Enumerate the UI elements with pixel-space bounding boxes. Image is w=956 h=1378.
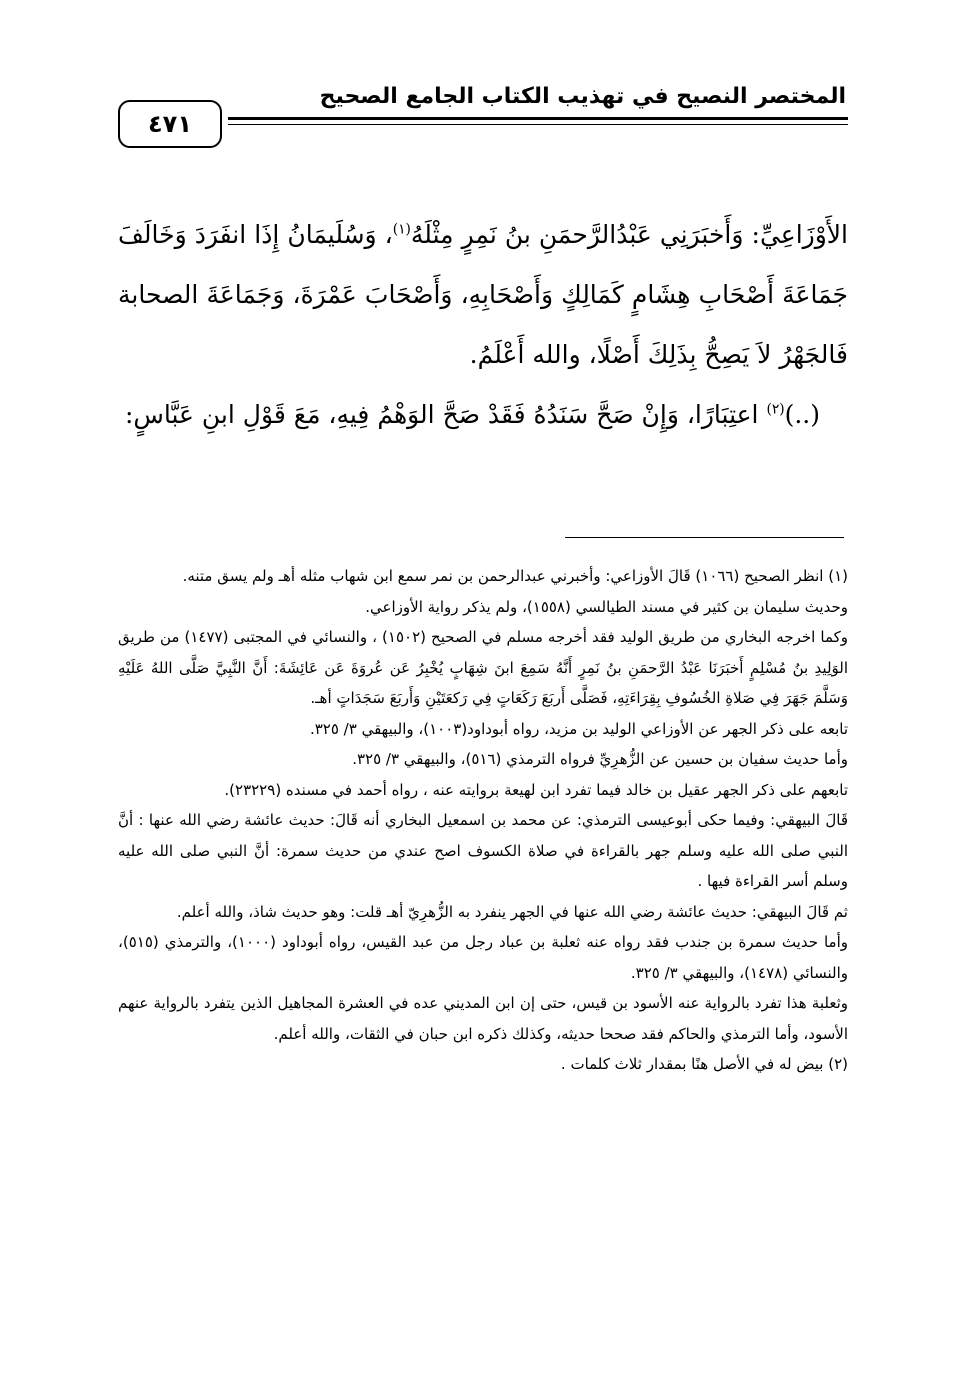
- footnote-line: وكما اخرجه البخاري من طريق الوليد فقد أخرجه مسلم في الصحيح (١٥٠٢) ، والنسائي في المجتبى (١٤٧٧) من طريق الوَلِيدِ بنُ مُسْلِمٍ أَخبَرَنَا عَبْدُ الرَّحمَنِ بنُ نَمِرٍ أَنَّهُ سَمِعَ ابنَ شِهَابٍ يُخْبِرُ عَن عُروَةَ عَن عَائِشَةَ: أَنَّ النَّبِيَّ صَلَّى اللهُ عَلَيْهِ وَسَلَّمَ جَهَرَ فِي صَلاةِ الخُسُوفِ بِقِرَاءَتِهِ، فَصَلَّى أَربَعَ رَكَعَاتٍ فِي رَكعَتَيْنِ وَأَربَعَ سَجَدَاتٍ أهـ.: [118, 628, 849, 707]
- footnote-line: ثم قَالَ البيهقي: حديث عائشة رضي الله عنها في الجهر ينفرد به الزُّهرِيّ أهـ قلت: وهو حديث شاذ، والله أعلم.: [176, 902, 848, 921]
- running-title: المختصر النصيح في تهذيب الكتاب الجامع الصحيح: [319, 84, 846, 109]
- footnote-2: (٢) بيض له في الأصل هنًا بمقدار ثلاث كلمات .: [560, 1055, 848, 1073]
- main-paragraph-1-start: الأَوْزَاعِيِّ: وَأَخبَرَنِي عَبْدُالرَّحمَنِ بنُ نَمِرٍ مِثْلَهُ: [410, 220, 848, 249]
- footnote-line: وأما حديث سمرة بن جندب فقد رواه عنه ثعلبة بن عباد رجل من عبد القيس، رواه أبوداود (١٠٠٠)، والترمذي (٥١٥)، والنسائي (١٤٧٨)، والبيهقي ٣/ ٣٢٥.: [118, 933, 848, 982]
- main-paragraph-2: [118, 385, 848, 445]
- footnote-ref-1: (١): [392, 221, 411, 238]
- footnote-ref-2: (٢): [766, 401, 785, 418]
- footnote-line: وحديث سليمان بن كثير في مسند الطيالسي (١٥٥٨)، ولم يذكر رواية الأوزاعي.: [365, 597, 848, 616]
- main-text: [118, 205, 848, 445]
- header-rule: [228, 117, 848, 120]
- footnote-line: تابعهم على ذكر الجهر عقيل بن خالد فيما تفرد ابن لهيعة بروايته عنه ، رواه أحمد في مسنده (٢٣٢٢٩).: [224, 780, 848, 799]
- page-number: ٤٧١: [118, 100, 222, 148]
- footnote-line: تابعه على ذكر الجهر عن الأوزاعي الوليد بن مزيد، رواه أبوداود(١٠٠٣)، والبيهقي ٣/ ٣٢٥.: [309, 719, 848, 738]
- footnotes: [118, 561, 848, 1080]
- main-paragraph-1-rest: ، وَسُلَيمَانُ إِذَا انفَرَدَ وَخَالَفَ جَمَاعَةَ أَصْحَابِ هِشَامٍ كَمَالِكٍ وَأَصْحَابِهِ، وَأَصْحَابَ عَمْرَةَ، وَجَمَاعَةَ الصحابة فَالجَهْرُ لاَ يَصِحُّ بِذَلِكَ أَصْلًا، والله أَعْلَمُ.: [118, 220, 848, 369]
- footnote-separator: [565, 537, 844, 538]
- main-paragraph-1: [118, 205, 848, 385]
- footnote-1: (١) انظر الصحيح (١٠٦٦) قَالَ الأوزاعي: وأخبرني عبدالرحمن بن نمر سمع ابن شهاب مثله أهـ ولم يسق متنه.: [182, 567, 848, 585]
- footnote-line: قَالَ البيهقي: وفيما حكى أبوعيسى الترمذي: عن محمد بن اسمعيل البخاري أنه قَالَ: حديث عائشة رضي الله عنها : أنَّ النبي صلى الله عليه وسلم جهر بالقراءة في صلاة الكسوف اصح عندي من حديث سمرة: أنَّ النبي صلى الله عليه وسلم أسر القراءة فيها .: [118, 811, 848, 890]
- header-rule-thin: [228, 124, 848, 125]
- footnote-line: وأما حديث سفيان بن حسين عن الزُّهرِيِّ فرواه الترمذي (٥١٦)، والبيهقي ٣/ ٣٢٥.: [352, 750, 848, 768]
- footnote-line: وثعلبة هذا تفرد بالرواية عنه الأسود بن قيس، حتى إن ابن المديني عده في العشرة المجاهيل الذين يتفرد بالرواية عنهم الأسود، وأما الترمذي والحاكم فقد صححا حديثه، وكذلك ذكره ابن حبان في الثقات، والله أعلم.: [118, 994, 848, 1043]
- lacuna-marker: (..): [784, 400, 820, 429]
- main-paragraph-2-rest: اعتِبَارًا، وَإِنْ صَحَّ سَنَدُهُ فَقَدْ صَحَّ الوَهْمُ فِيهِ، مَعَ قَوْلِ ابنِ عَبَّاسٍ:: [124, 400, 767, 429]
